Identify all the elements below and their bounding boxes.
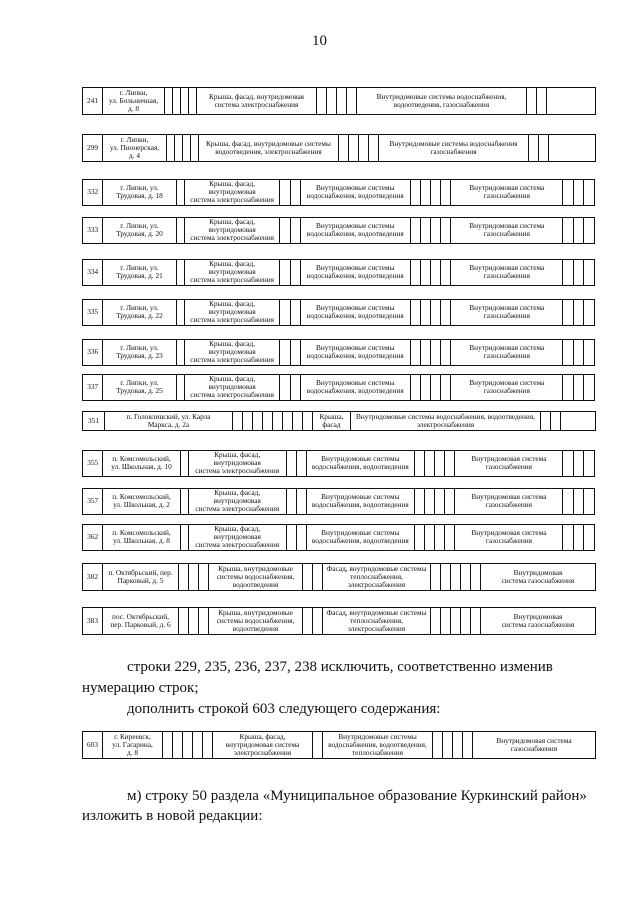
address-cell: пос. Октябрьский, пер. Парковый, д. 6 bbox=[103, 608, 179, 635]
row-number: 357 bbox=[83, 489, 103, 515]
work-cell: Внутридомовые системы водоснабжения, водоотведения bbox=[300, 340, 410, 366]
work-cell: Внутридомовая система газоснабжения bbox=[481, 608, 596, 635]
table-row bbox=[82, 299, 595, 326]
paragraph-exclude-rows-cont: нумерацию строк; bbox=[82, 680, 199, 696]
address-cell: г. Липки, ул. Трудовая, д. 22 bbox=[103, 300, 176, 326]
table-row bbox=[82, 339, 595, 366]
row-number: 241 bbox=[83, 88, 103, 115]
work-cell: Внутридомовые системы водоснабжения, водоотведения, газоснабжения bbox=[357, 88, 527, 115]
work-cell: Крыша, внутридомовые системы водоснабжения, водоотведения bbox=[209, 608, 303, 635]
work-cell: Внутридомовая система газоснабжения bbox=[455, 451, 563, 477]
address-cell: п. Октябрьский, пер. Парковый, д. 5 bbox=[103, 564, 179, 591]
row-number: 337 bbox=[83, 375, 103, 401]
work-cell: Внутридомовая система газоснабжения bbox=[451, 260, 563, 286]
address-cell: г. Липки, ул. Трудовая, д. 23 bbox=[103, 340, 176, 366]
work-cell: Внутридомовые системы водоснабжения, водоотведения, электроснабжения bbox=[351, 412, 541, 431]
table-row bbox=[82, 731, 596, 759]
work-cell: Крыша, внутридомовые системы водоснабжения, водоотведения bbox=[209, 564, 303, 591]
row-number: 336 bbox=[83, 340, 103, 366]
work-cell: Внутридомовые системы водоснабжения, водоотведения bbox=[300, 375, 410, 401]
paragraph-add-row: дополнить строкой 603 следующего содержания: bbox=[127, 701, 441, 717]
work-cell: Внутридомовая система газоснабжения bbox=[473, 732, 596, 759]
work-cell: Внутридомовые системы водоснабжения, водоотведения bbox=[306, 525, 414, 551]
address-cell: г. Липки, ул. Трудовая, д. 20 bbox=[103, 218, 176, 244]
work-cell: Крыша, фасад, внутридомовая система электроснабжения bbox=[184, 218, 280, 244]
address-cell: г. Липки, ул. Пионерская, д. 4 bbox=[103, 135, 167, 162]
row-number: 383 bbox=[83, 608, 103, 635]
work-cell: Внутридомовые системы водоснабжения, водоотведения bbox=[306, 451, 414, 477]
table-row bbox=[82, 450, 595, 477]
work-cell: Внутридомовая система газоснабжения bbox=[451, 300, 563, 326]
row-number: 333 bbox=[83, 218, 103, 244]
work-cell: Крыша, фасад, внутридомовая система электроснабжения bbox=[184, 300, 280, 326]
paragraph-row-50-cont: изложить в новой редакции: bbox=[82, 808, 263, 824]
row-number: 382 bbox=[83, 564, 103, 591]
row-number: 355 bbox=[83, 451, 103, 477]
row-number: 334 bbox=[83, 260, 103, 286]
work-cell: Внутридомовые системы водоснабжения, водоотведения, теплоснабжения bbox=[323, 732, 433, 759]
work-cell: Крыша, фасад, внутридомовые системы водоотведения, электроснабжения bbox=[199, 135, 339, 162]
table-row bbox=[82, 488, 595, 515]
work-cell: Крыша, фасад, внутридомовая система электроснабжения bbox=[188, 489, 286, 515]
table-row bbox=[82, 607, 596, 635]
table-row bbox=[82, 179, 595, 206]
work-cell: Внутридомовые системы водоснабжения, водоотведения bbox=[300, 300, 410, 326]
table-row bbox=[82, 217, 595, 244]
row-number: 603 bbox=[83, 732, 103, 759]
table-row bbox=[82, 134, 596, 162]
table-row bbox=[82, 524, 595, 551]
work-cell: Внутридомовая система газоснабжения bbox=[451, 340, 563, 366]
work-cell: Фасад, внутридомовые системы теплоснабжения, электроснабжения bbox=[323, 608, 431, 635]
work-cell: Внутридомовая система газоснабжения bbox=[451, 218, 563, 244]
address-cell: г. Липки, ул. Трудовая, д. 25 bbox=[103, 375, 176, 401]
row-number: 351 bbox=[83, 412, 105, 431]
address-cell: г. Липки, ул. Трудовая, д. 21 bbox=[103, 260, 176, 286]
work-cell: Крыша, фасад, внутридомовая система электроснабжения bbox=[188, 525, 286, 551]
work-cell: Внутридомовые системы водоснабжения, водоотведения bbox=[300, 260, 410, 286]
paragraph-row-50: м) строку 50 раздела «Муниципальное образование Куркинский район» bbox=[127, 788, 587, 804]
work-cell: Внутридомовые системы водоснабжения газоснабжения bbox=[379, 135, 529, 162]
table-row bbox=[82, 411, 596, 431]
address-cell: п. Комсомольский, ул. Школьная, д. 10 bbox=[103, 451, 180, 477]
work-cell: Крыша, фасад, внутридомовая система электроснабжения bbox=[184, 375, 280, 401]
work-cell: Крыша, фасад, внутридомовая система электроснабжения bbox=[213, 732, 313, 759]
work-cell: Внутридомовая система газоснабжения bbox=[455, 525, 563, 551]
paragraph-exclude-rows: строки 229, 235, 236, 237, 238 исключить, соответственно изменив bbox=[127, 659, 553, 675]
work-cell: Крыша, фасад, внутридомовая система электроснабжения bbox=[184, 260, 280, 286]
work-cell: Внутридомовая система газоснабжения bbox=[451, 375, 563, 401]
row-number: 362 bbox=[83, 525, 103, 551]
work-cell: Внутридомовые системы водоснабжения, водоотведения bbox=[306, 489, 414, 515]
work-cell: Внутридомовые системы водоснабжения, водоотведения bbox=[300, 180, 410, 206]
work-cell: Фасад, внутридомовые системы теплоснабжения, электроснабжения bbox=[323, 564, 431, 591]
work-cell: Внутридомовая система газоснабжения bbox=[455, 489, 563, 515]
table-row bbox=[82, 563, 596, 591]
work-cell: Внутридомовая система газоснабжения bbox=[451, 180, 563, 206]
address-cell: г. Липки, ул. Трудовая, д. 18 bbox=[103, 180, 176, 206]
table-row bbox=[82, 259, 595, 286]
address-cell: г. Киреевск, ул. Гагарина, д. 8 bbox=[103, 732, 163, 759]
address-cell: п. Головлинский, ул. Карла Маркса, д. 2а bbox=[105, 412, 233, 431]
work-cell: Крыша, фасад, внутридомовая система электроснабжения bbox=[188, 451, 286, 477]
row-number: 335 bbox=[83, 300, 103, 326]
address-cell: п. Комсомольский, ул. Школьная, д. 8 bbox=[103, 525, 180, 551]
work-cell: Внутридомовые системы водоснабжения, водоотведения bbox=[300, 218, 410, 244]
work-cell: Внутридомовая система газоснабжения bbox=[481, 564, 596, 591]
table-row bbox=[82, 87, 596, 115]
row-number: 332 bbox=[83, 180, 103, 206]
work-cell: Крыша, фасад, внутридомовая система электроснабжения bbox=[184, 340, 280, 366]
row-number: 299 bbox=[83, 135, 103, 162]
work-cell: Крыша, фасад, внутридомовая система электроснабжения bbox=[197, 88, 317, 115]
work-cell: Крыша, фасад, внутридомовая система электроснабжения bbox=[184, 180, 280, 206]
table-row bbox=[82, 374, 595, 401]
work-cell: Крыша, фасад bbox=[313, 412, 351, 431]
page-number: 10 bbox=[312, 33, 327, 49]
address-cell: п. Комсомольский, ул. Школьная, д. 2 bbox=[103, 489, 180, 515]
address-cell: г. Липки, ул. Больничная, д. 8 bbox=[103, 88, 165, 115]
